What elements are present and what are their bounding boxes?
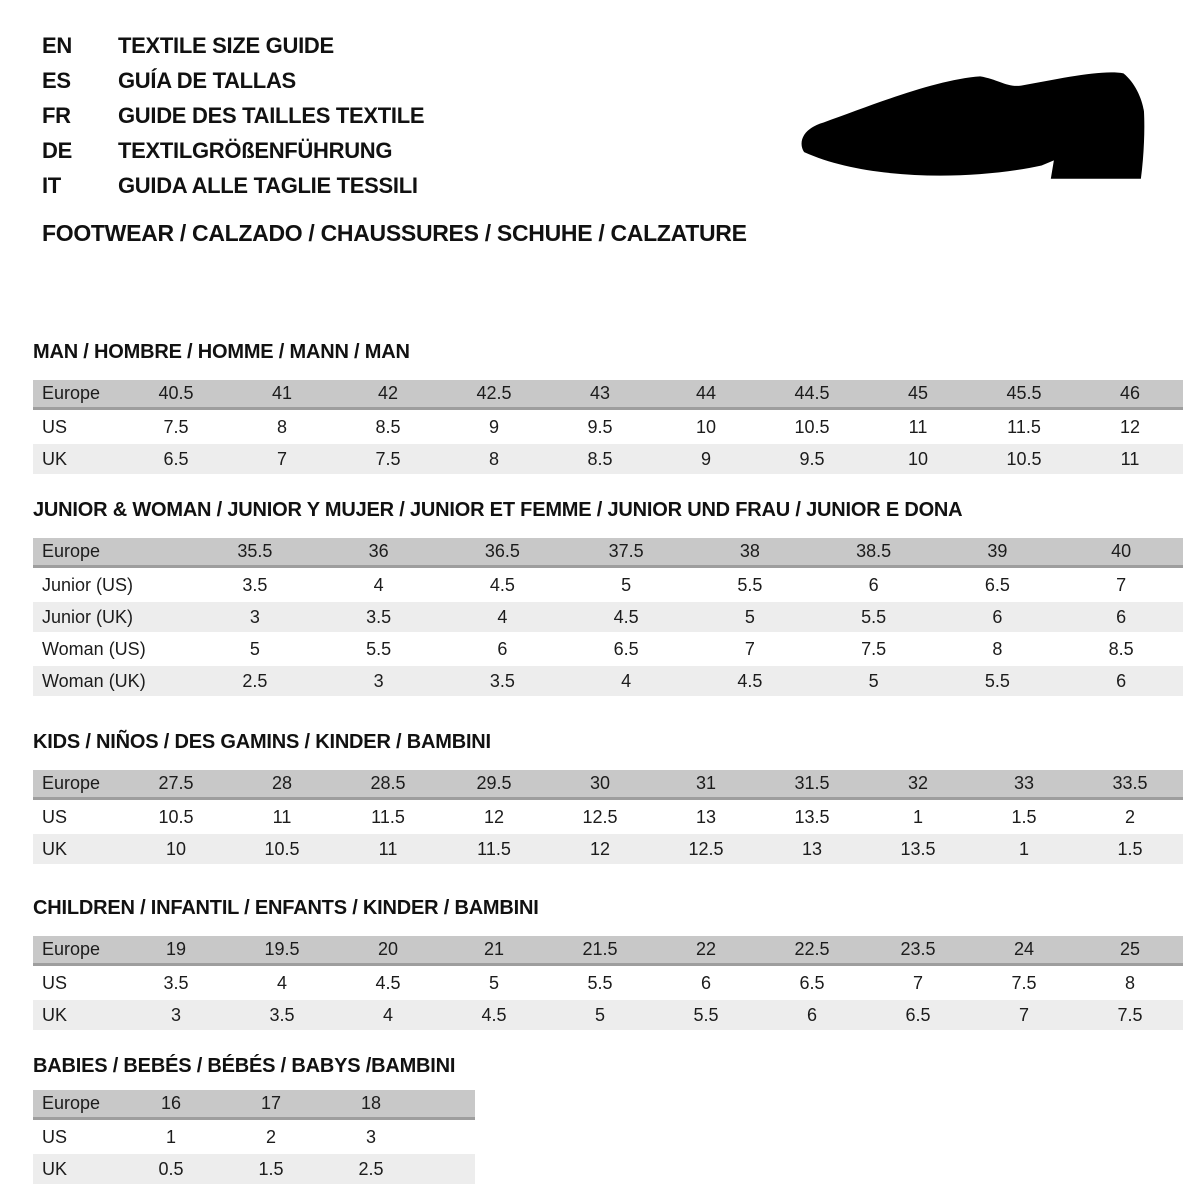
size-cell: 8 [936, 634, 1060, 664]
size-cell: 9.5 [759, 444, 865, 474]
size-cell: 4 [335, 1000, 441, 1030]
size-cell: 21 [441, 936, 547, 966]
row-label: UK [33, 1000, 123, 1030]
size-cell: 1.5 [971, 802, 1077, 832]
section-children [33, 896, 1183, 1032]
size-cell: 7 [688, 634, 812, 664]
language-label: GUÍA DE TALLAS [118, 68, 296, 93]
size-cell: 29.5 [441, 770, 547, 800]
size-cell: 9 [653, 444, 759, 474]
size-cell: 1.5 [221, 1154, 321, 1184]
size-cell: 5.5 [653, 1000, 759, 1030]
size-cell: 1 [971, 834, 1077, 864]
size-cell: 6.5 [123, 444, 229, 474]
size-cell: 11.5 [441, 834, 547, 864]
size-cell: 24 [971, 936, 1077, 966]
size-cell: 6 [1059, 666, 1183, 696]
section-kids [33, 730, 1183, 866]
size-cell: 6 [812, 570, 936, 600]
size-cell: 6 [936, 602, 1060, 632]
size-cell: 31 [653, 770, 759, 800]
size-cell: 2.5 [193, 666, 317, 696]
size-cell: 2 [221, 1122, 321, 1152]
row-label: US [33, 802, 123, 832]
size-row-junior-woman-europe [33, 538, 1183, 568]
size-row-man-europe [33, 380, 1183, 410]
size-cell: 36 [317, 538, 441, 568]
language-label: GUIDA ALLE TAGLIE TESSILI [118, 173, 418, 198]
filler-cell [421, 1154, 475, 1184]
size-cell: 10 [865, 444, 971, 474]
size-cell: 5.5 [547, 968, 653, 998]
size-row-junior-woman-woman-us [33, 634, 1183, 664]
size-cell: 13.5 [759, 802, 865, 832]
size-cell: 12 [547, 834, 653, 864]
size-table-kids [33, 768, 1183, 866]
row-label: UK [33, 1154, 121, 1184]
row-label: UK [33, 834, 123, 864]
size-cell: 11.5 [335, 802, 441, 832]
size-cell: 21.5 [547, 936, 653, 966]
row-label: Woman (UK) [33, 666, 193, 696]
size-cell: 8 [1077, 968, 1183, 998]
size-cell: 46 [1077, 380, 1183, 410]
size-cell: 11.5 [971, 412, 1077, 442]
size-cell: 13.5 [865, 834, 971, 864]
size-cell: 6 [1059, 602, 1183, 632]
row-label: Europe [33, 538, 193, 568]
language-header [42, 28, 424, 203]
size-cell: 4 [564, 666, 688, 696]
size-cell: 3 [123, 1000, 229, 1030]
section-title-junior-woman: JUNIOR & WOMAN / JUNIOR Y MUJER / JUNIOR ET FEMME / JUNIOR UND FRAU / JUNIOR E DONA [33, 499, 963, 521]
size-cell: 45.5 [971, 380, 1077, 410]
size-cell: 45 [865, 380, 971, 410]
size-cell: 39 [936, 538, 1060, 568]
size-row-man-uk [33, 444, 1183, 474]
size-cell: 2 [1077, 802, 1183, 832]
size-cell: 4 [317, 570, 441, 600]
size-cell: 4.5 [441, 570, 565, 600]
size-cell: 7 [971, 1000, 1077, 1030]
size-cell: 32 [865, 770, 971, 800]
row-label: US [33, 1122, 121, 1152]
size-cell: 33 [971, 770, 1077, 800]
size-cell: 7.5 [812, 634, 936, 664]
language-row-it [42, 168, 424, 203]
row-label: Woman (US) [33, 634, 193, 664]
size-cell: 10.5 [759, 412, 865, 442]
size-cell: 37.5 [564, 538, 688, 568]
size-cell: 7 [865, 968, 971, 998]
size-cell: 33.5 [1077, 770, 1183, 800]
section-title-man: MAN / HOMBRE / HOMME / MANN / MAN [33, 341, 410, 363]
size-cell: 16 [121, 1090, 221, 1120]
size-cell: 3.5 [193, 570, 317, 600]
filler-cell [421, 1122, 475, 1152]
size-cell: 44 [653, 380, 759, 410]
size-cell: 3.5 [317, 602, 441, 632]
size-cell: 28.5 [335, 770, 441, 800]
row-label: Junior (UK) [33, 602, 193, 632]
language-row-fr [42, 98, 424, 133]
size-cell: 40 [1059, 538, 1183, 568]
size-table-babies [33, 1088, 475, 1186]
row-label: Europe [33, 380, 123, 410]
size-cell: 22 [653, 936, 759, 966]
size-cell: 8.5 [547, 444, 653, 474]
size-cell: 42 [335, 380, 441, 410]
size-cell: 6 [653, 968, 759, 998]
size-cell: 4 [441, 602, 565, 632]
size-cell: 17 [221, 1090, 321, 1120]
size-cell: 0.5 [121, 1154, 221, 1184]
size-cell: 6.5 [936, 570, 1060, 600]
size-cell: 13 [759, 834, 865, 864]
language-label: GUIDE DES TAILLES TEXTILE [118, 103, 425, 128]
size-cell: 5.5 [936, 666, 1060, 696]
size-cell: 6.5 [759, 968, 865, 998]
size-row-junior-woman-junior-uk [33, 602, 1183, 632]
language-label: TEXTILE SIZE GUIDE [118, 33, 334, 58]
row-label: Junior (US) [33, 570, 193, 600]
size-cell: 2.5 [321, 1154, 421, 1184]
size-cell: 1.5 [1077, 834, 1183, 864]
size-cell: 12 [441, 802, 547, 832]
size-cell: 8 [229, 412, 335, 442]
size-row-children-us [33, 968, 1183, 998]
size-cell: 3.5 [123, 968, 229, 998]
size-row-man-us [33, 412, 1183, 442]
size-cell: 5.5 [812, 602, 936, 632]
size-cell: 23.5 [865, 936, 971, 966]
size-cell: 10 [653, 412, 759, 442]
language-code: DE [42, 138, 72, 163]
size-cell: 27.5 [123, 770, 229, 800]
size-cell: 5 [441, 968, 547, 998]
section-title-kids: KIDS / NIÑOS / DES GAMINS / KINDER / BAMBINI [33, 731, 491, 753]
size-cell: 10.5 [971, 444, 1077, 474]
size-cell: 19.5 [229, 936, 335, 966]
size-row-babies-europe [33, 1090, 475, 1120]
dress-shoe-icon [798, 52, 1146, 197]
size-cell: 3 [317, 666, 441, 696]
size-cell: 8.5 [1059, 634, 1183, 664]
size-cell: 5 [193, 634, 317, 664]
size-cell: 1 [121, 1122, 221, 1152]
language-row-en [42, 28, 424, 63]
section-title-babies: BABIES / BEBÉS / BÉBÉS / BABYS /BAMBINI [33, 1055, 456, 1077]
size-row-kids-us [33, 802, 1183, 832]
size-cell: 38 [688, 538, 812, 568]
size-cell: 11 [865, 412, 971, 442]
size-cell: 6.5 [865, 1000, 971, 1030]
size-cell: 3.5 [441, 666, 565, 696]
size-cell: 36.5 [441, 538, 565, 568]
size-cell: 12 [1077, 412, 1183, 442]
size-cell: 42.5 [441, 380, 547, 410]
size-row-children-europe [33, 936, 1183, 966]
size-cell: 28 [229, 770, 335, 800]
size-cell: 7.5 [123, 412, 229, 442]
size-row-junior-woman-woman-uk [33, 666, 1183, 696]
size-cell: 11 [229, 802, 335, 832]
size-cell: 20 [335, 936, 441, 966]
size-cell: 4.5 [335, 968, 441, 998]
size-cell: 10.5 [123, 802, 229, 832]
row-label: Europe [33, 1090, 121, 1120]
size-cell: 12.5 [653, 834, 759, 864]
size-cell: 38.5 [812, 538, 936, 568]
size-cell: 19 [123, 936, 229, 966]
size-cell: 3 [321, 1122, 421, 1152]
size-cell: 43 [547, 380, 653, 410]
size-cell: 44.5 [759, 380, 865, 410]
size-cell: 4 [229, 968, 335, 998]
section-babies [33, 1054, 1183, 1186]
size-cell: 7 [1059, 570, 1183, 600]
row-label: Europe [33, 770, 123, 800]
size-cell: 13 [653, 802, 759, 832]
size-row-children-uk [33, 1000, 1183, 1030]
size-table-junior-woman [33, 536, 1183, 698]
language-code: FR [42, 103, 71, 128]
size-cell: 30 [547, 770, 653, 800]
size-tables [33, 340, 1183, 1186]
size-row-babies-uk [33, 1154, 475, 1184]
section-junior-woman [33, 498, 1183, 698]
size-cell: 40.5 [123, 380, 229, 410]
language-label: TEXTILGRÖßENFÜHRUNG [118, 138, 393, 163]
size-cell: 7.5 [1077, 1000, 1183, 1030]
size-cell: 11 [335, 834, 441, 864]
size-table-man [33, 378, 1183, 476]
size-cell: 41 [229, 380, 335, 410]
size-cell: 5 [564, 570, 688, 600]
size-table-children [33, 934, 1183, 1032]
section-man [33, 340, 1183, 476]
size-cell: 35.5 [193, 538, 317, 568]
size-cell: 10 [123, 834, 229, 864]
filler-cell [421, 1090, 475, 1120]
language-row-de [42, 133, 424, 168]
section-title-children: CHILDREN / INFANTIL / ENFANTS / KINDER / BAMBINI [33, 897, 539, 919]
category-heading: FOOTWEAR / CALZADO / CHAUSSURES / SCHUHE / CALZATURE [42, 220, 747, 246]
size-cell: 4.5 [441, 1000, 547, 1030]
size-row-kids-uk [33, 834, 1183, 864]
language-code: IT [42, 173, 61, 198]
size-cell: 9.5 [547, 412, 653, 442]
size-cell: 3 [193, 602, 317, 632]
size-row-babies-us [33, 1122, 475, 1152]
size-cell: 9 [441, 412, 547, 442]
size-cell: 10.5 [229, 834, 335, 864]
row-label: UK [33, 444, 123, 474]
size-cell: 7.5 [335, 444, 441, 474]
size-row-junior-woman-junior-us [33, 570, 1183, 600]
row-label: Europe [33, 936, 123, 966]
size-cell: 5.5 [317, 634, 441, 664]
size-cell: 4.5 [564, 602, 688, 632]
language-row-es [42, 63, 424, 98]
size-cell: 7 [229, 444, 335, 474]
size-cell: 4.5 [688, 666, 812, 696]
language-code: ES [42, 68, 71, 93]
row-label: US [33, 968, 123, 998]
size-cell: 31.5 [759, 770, 865, 800]
size-cell: 5 [688, 602, 812, 632]
size-cell: 8 [441, 444, 547, 474]
size-cell: 18 [321, 1090, 421, 1120]
size-cell: 6 [759, 1000, 865, 1030]
size-cell: 7.5 [971, 968, 1077, 998]
size-cell: 5 [547, 1000, 653, 1030]
size-cell: 3.5 [229, 1000, 335, 1030]
size-cell: 1 [865, 802, 971, 832]
size-cell: 12.5 [547, 802, 653, 832]
size-cell: 5 [812, 666, 936, 696]
size-cell: 8.5 [335, 412, 441, 442]
size-row-kids-europe [33, 770, 1183, 800]
size-cell: 22.5 [759, 936, 865, 966]
language-code: EN [42, 33, 72, 58]
size-cell: 25 [1077, 936, 1183, 966]
size-cell: 11 [1077, 444, 1183, 474]
size-cell: 5.5 [688, 570, 812, 600]
size-cell: 6 [441, 634, 565, 664]
size-cell: 6.5 [564, 634, 688, 664]
row-label: US [33, 412, 123, 442]
